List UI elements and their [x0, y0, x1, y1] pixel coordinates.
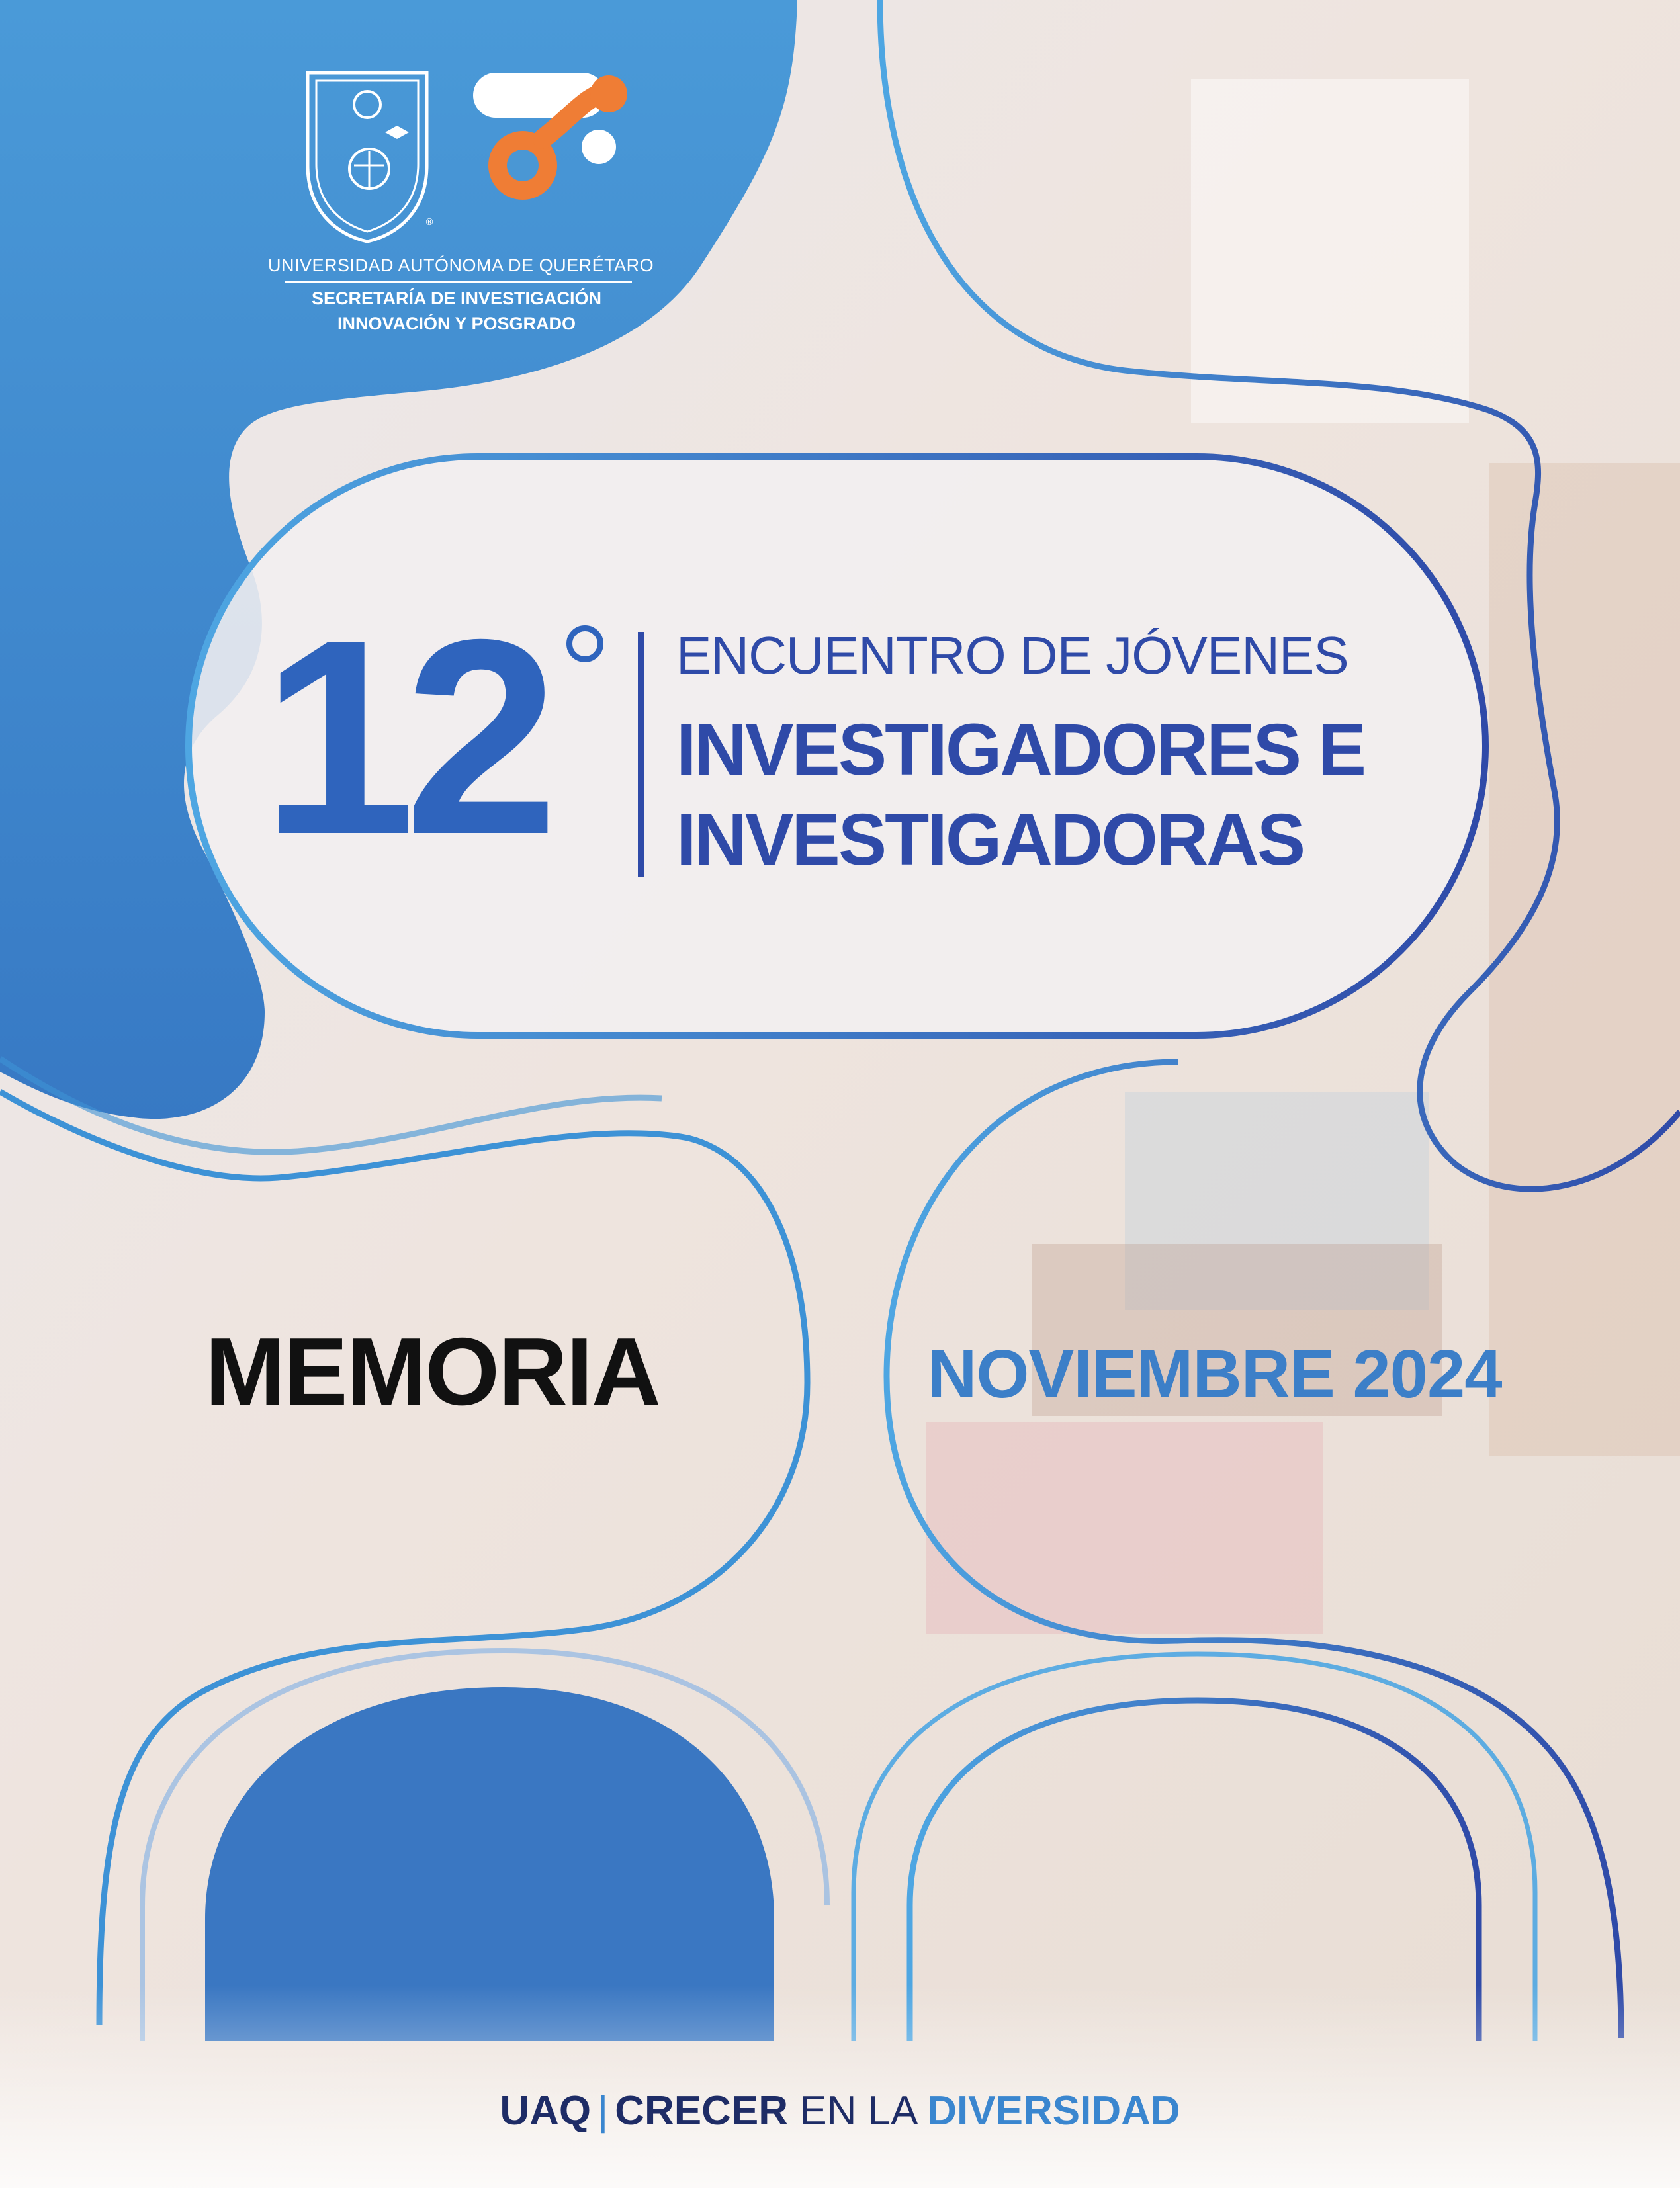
- publication-date: NOVIEMBRE 2024: [928, 1336, 1502, 1412]
- footer-crecer: CRECER: [615, 2088, 789, 2134]
- title-line-3: INVESTIGADORAS: [676, 799, 1304, 881]
- footer-en-la: EN LA: [799, 2088, 916, 2134]
- university-name: UNIVERSIDAD AUTÓNOMA DE QUERÉTARO: [268, 255, 654, 275]
- edition-ordinal-icon: [566, 625, 603, 662]
- title-line-1: ENCUENTRO DE JÓVENES: [676, 626, 1348, 685]
- document-type: MEMORIA: [205, 1318, 660, 1425]
- footer-diversidad: DIVERSIDAD: [927, 2088, 1180, 2134]
- edition-number: 12: [261, 582, 547, 893]
- secretariat-line-1: SECRETARÍA DE INVESTIGACIÓN: [311, 288, 602, 308]
- secretariat-line-2: INNOVACIÓN Y POSGRADO: [337, 314, 576, 333]
- footer-uaq: UAQ: [500, 2088, 592, 2134]
- title-divider: [638, 632, 644, 877]
- title-line-2: INVESTIGADORES E: [676, 709, 1364, 791]
- header-divider: [285, 281, 632, 283]
- registered-mark: ®: [425, 217, 434, 228]
- footer-separator: |: [597, 2088, 609, 2134]
- footer-slogan: [0, 2087, 1680, 2134]
